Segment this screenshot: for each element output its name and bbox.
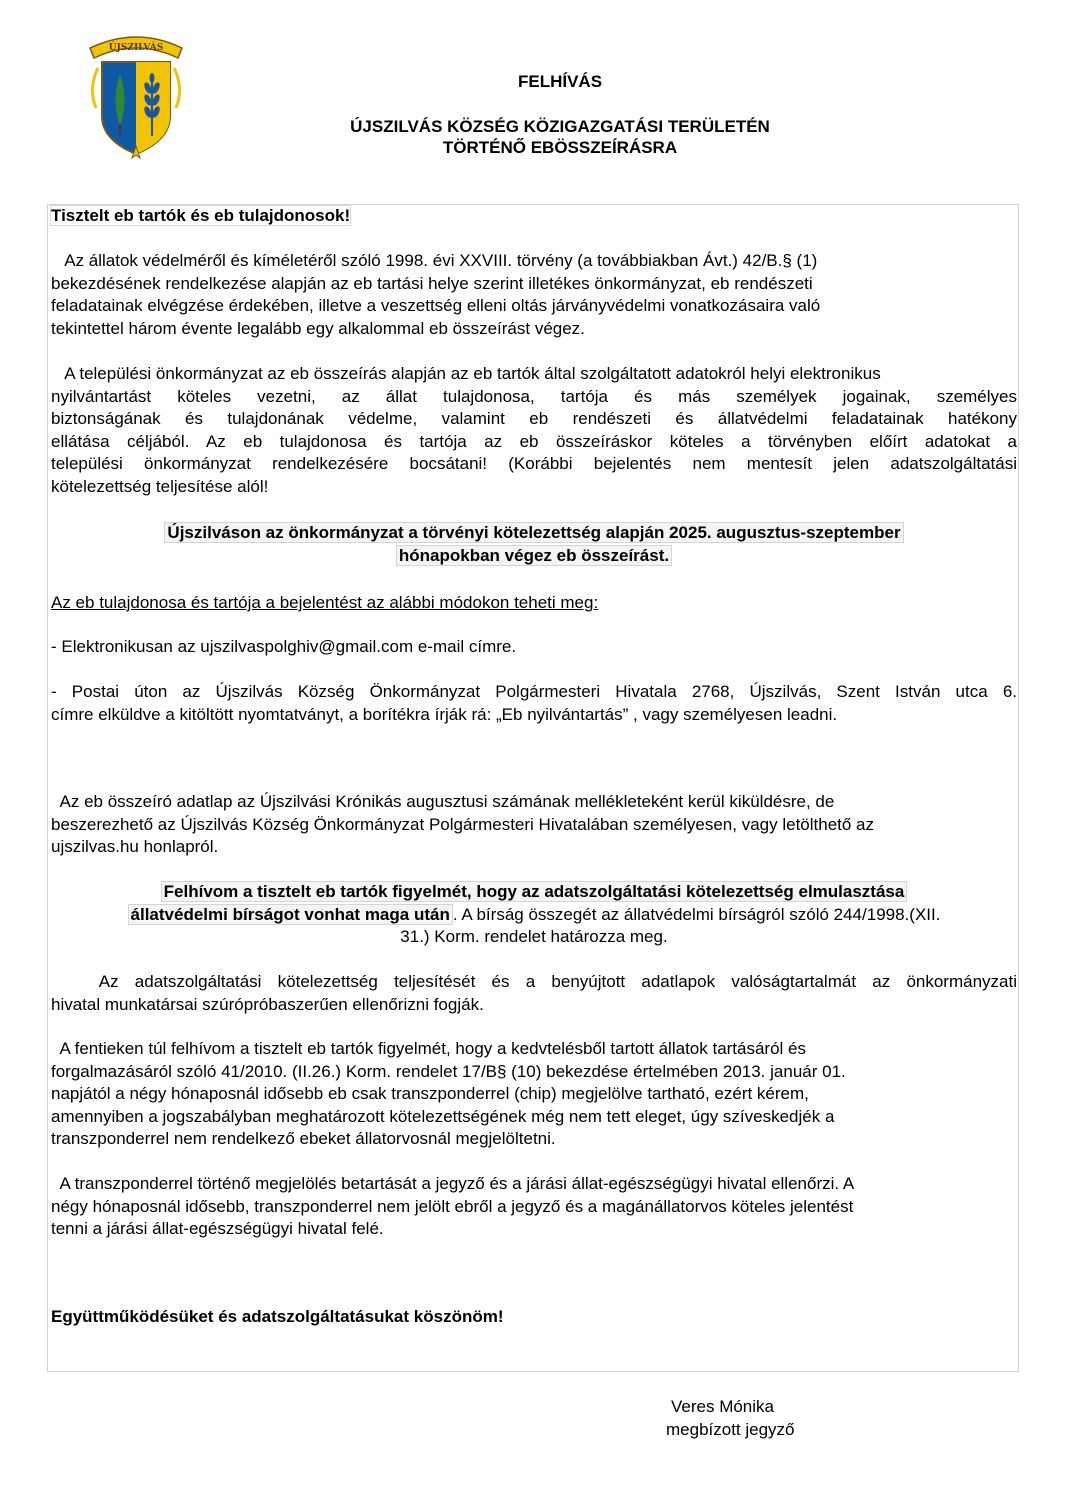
paragraph-11 bbox=[51, 1173, 1017, 1241]
text-line: kötelezettség teljesítése alól! bbox=[51, 476, 269, 496]
text-line: biztonságának és tulajdonának védelme, valamint eb rendészeti és állatvédelmi feladatainak hatékony bbox=[51, 409, 1017, 428]
text-line: - Postai úton az Újszilvás Község Önkormányzat Polgármesteri Hivatala 2768, Újszilvás, Szent István utca 6. bbox=[51, 682, 1017, 701]
closing-thanks: Együttműködésüket és adatszolgáltatásukat köszönöm! bbox=[51, 1307, 504, 1326]
text-line: Az eb összeíró adatlap az Újszilvási Krónikás augusztusi számának mellékleteként kerül kiküldésre, de bbox=[51, 792, 835, 811]
text-line: címre elküldve a kitöltött nyomtatványt, a borítékra írják rá: „Eb nyilvántartás” , vagy személyesen leadni. bbox=[51, 704, 838, 724]
text-line: Felhívom a tisztelt eb tartók figyelmét, hogy az adatszolgáltatási kötelezettség elmulasztása bbox=[161, 881, 908, 902]
subtitle-line-1: ÚJSZILVÁS KÖZSÉG KÖZIGAZGATÁSI TERÜLETÉN bbox=[350, 117, 770, 136]
text-line: . A bírság összegét az állatvédelmi bírságról szóló 244/1998.(XII. bbox=[452, 904, 941, 924]
text-line: ujszilvas.hu honlapról. bbox=[51, 837, 219, 856]
postal-method bbox=[51, 681, 1017, 726]
text-line: 31.) Korm. rendelet határozza meg. bbox=[400, 927, 668, 946]
paragraph-1 bbox=[51, 250, 1017, 340]
email-method: - Elektronikusan az ujszilvaspolghiv@gmail.com e-mail címre. bbox=[51, 637, 517, 656]
fine-warning bbox=[51, 881, 1017, 949]
document-title: FELHÍVÁS bbox=[517, 72, 603, 91]
text-line: négy hónaposnál idősebb, transzponderrel nem jelölt ebről a jegyző és a magánállatorvos köteles jelentést bbox=[51, 1196, 854, 1216]
text-line: A transzponderrel történő megjelölés betartását a jegyző és a járási állat-egészségügyi hivatal ellenőrzi. A bbox=[51, 1174, 855, 1193]
document-subtitle bbox=[220, 116, 900, 158]
fine-warning-bold: állatvédelmi bírságot vonhat maga után bbox=[128, 904, 453, 925]
text-line: amennyiben a jogszabályban meghatározott kötelezettségének még nem tett eleget, úgy szíveskedjék a bbox=[51, 1106, 835, 1126]
paragraph-3-highlight bbox=[51, 522, 1017, 567]
text-line: települési önkormányzat rendelkezésére bocsátani! (Korábbi bejelentés nem mentesít jelen adatszolgáltatási bbox=[51, 454, 1017, 473]
text-line: forgalmazásáról szóló 41/2010. (II.26.) Korm. rendelet 17/B§ (10) bekezdése értelmében 2013. január 01. bbox=[51, 1061, 846, 1081]
paragraph-10 bbox=[51, 1038, 1017, 1151]
text-line: Az állatok védelméről és kíméletéről szóló 1998. évi XXVIII. törvény (a továbbiakban Ávt.) 42/B.§ (1) bbox=[51, 251, 818, 270]
text-line: Újszilváson az önkormányzat a törvényi kötelezettség alapján 2025. augusztus-szeptember bbox=[164, 522, 903, 543]
svg-text:ÚJSZILVÁS: ÚJSZILVÁS bbox=[108, 43, 164, 53]
text-line: hivatal munkatársai szúrópróbaszerűen ellenőrizni fogják. bbox=[51, 994, 484, 1014]
text-line: ellátása céljából. Az eb tulajdonosa és tartója az eb összeíráskor köteles a törvényben előírt adatokat a bbox=[51, 431, 1017, 451]
salutation: Tisztelt eb tartók és eb tulajdonosok! bbox=[51, 206, 351, 225]
paragraph-2 bbox=[51, 363, 1017, 498]
paragraph-9 bbox=[51, 971, 1017, 1016]
text-line: feladatainak elvégzése érdekében, illetve a veszettség elleni oltás járványvédelmi vonatkozásaira való bbox=[51, 296, 821, 315]
text-line: beszerezhető az Újszilvás Község Önkormányzat Polgármesteri Hivatalában személyesen, vagy letölthető az bbox=[51, 814, 875, 834]
paragraph-7 bbox=[51, 791, 1017, 859]
submission-methods-heading: Az eb tulajdonosa és tartója a bejelentést az alábbi módokon teheti meg: bbox=[51, 593, 599, 612]
municipal-crest-logo bbox=[80, 28, 192, 160]
text-line: Az adatszolgáltatási kötelezettség teljesítését és a benyújtott adatlapok valóságtartalmát az önkormányzati bbox=[51, 972, 1017, 991]
text-line: transzponderrel nem rendelkező ebeket állatorvosnál megjelöltetni. bbox=[51, 1129, 556, 1148]
text-line: tenni a járási állat-egészségügyi hivatal felé. bbox=[51, 1219, 384, 1238]
subtitle-line-2: TÖRTÉNŐ EBÖSSZEÍRÁSRA bbox=[442, 138, 678, 157]
text-line: A települési önkormányzat az eb összeírás alapján az eb tartók által szolgáltatott adatokról helyi elektronikus bbox=[51, 364, 881, 383]
text-line: bekezdésének rendelkezése alapján az eb tartási helye szerint illetékes önkormányzat, eb rendészeti bbox=[51, 273, 813, 293]
signature-name: Veres Mónika bbox=[671, 1397, 774, 1416]
text-line: napjától a négy hónaposnál idősebb eb csak transzponderrel (chip) megjelölve tartható, ezért kérem, bbox=[51, 1084, 809, 1103]
signature-role: megbízott jegyző bbox=[666, 1420, 795, 1439]
text-line: nyilvántartást köteles vezetni, az állat tulajdonosa, tartója és más személyek jogainak, személyes bbox=[51, 386, 1017, 406]
text-line: tekintettel három évente legalább egy alkalommal eb összeírást végez. bbox=[51, 318, 585, 338]
text-line: hónapokban végez eb összeírást. bbox=[396, 545, 672, 566]
text-line: A fentieken túl felhívom a tisztelt eb tartók figyelmét, hogy a kedvtelésből tartott állatok tartásáról és bbox=[51, 1039, 807, 1058]
